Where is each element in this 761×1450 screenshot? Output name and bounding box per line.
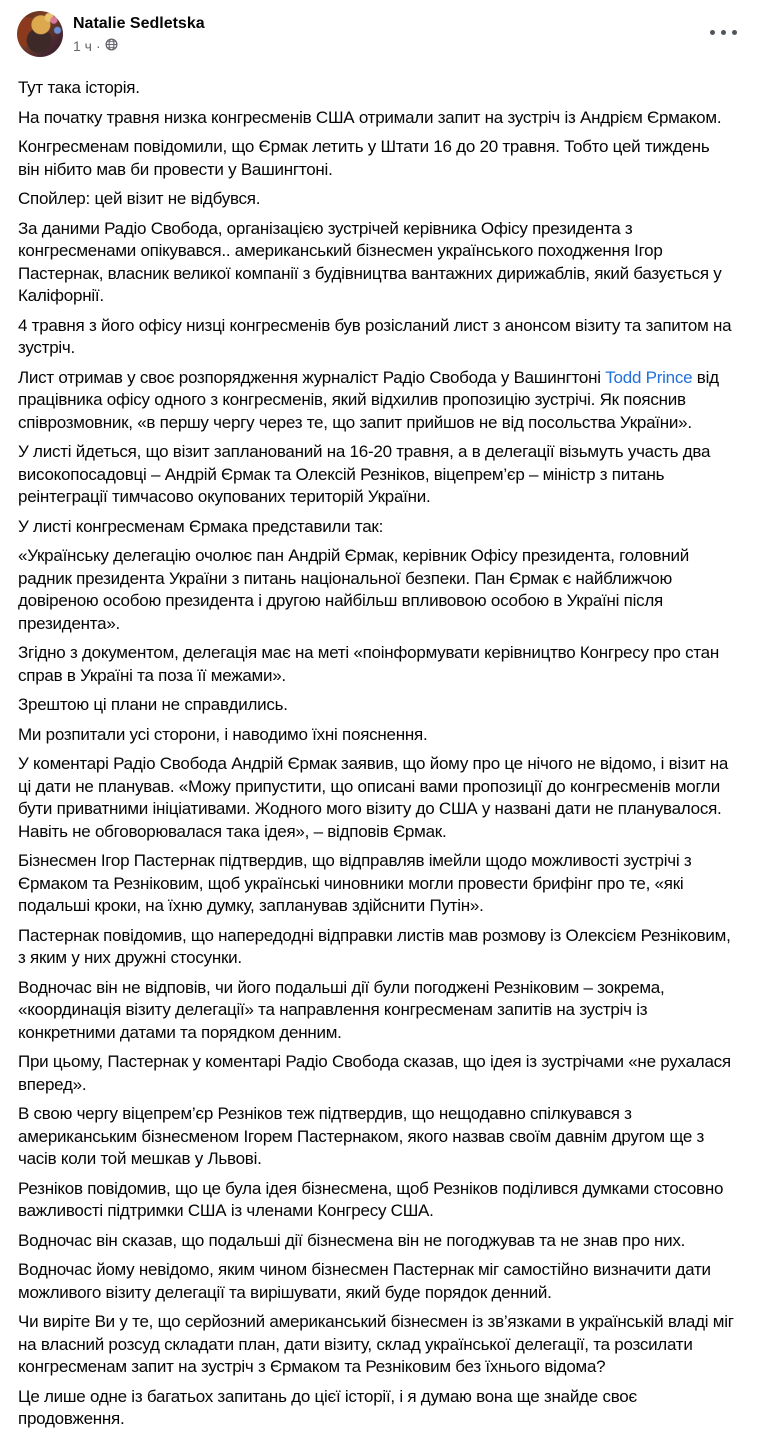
more-options-icon	[732, 30, 737, 35]
todd-prince-link[interactable]: Todd Prince	[605, 367, 693, 387]
timestamp-link[interactable]: 1 ч	[73, 37, 92, 54]
post-paragraph: «Українську делегацію очолює пан Андрій Єрмак, керівник Офісу президента, головний радник президента України з питань національної безпеки. Пан Єрмак є найближчою довіреною особою президента і другою найбільш впливовою особою в Україні після президента».	[18, 546, 690, 633]
post-paragraph: Зрештою ці плани не справдились.	[18, 695, 288, 714]
more-options-button[interactable]	[702, 22, 745, 43]
header-info	[73, 11, 205, 55]
post-paragraph: Тут така історія.	[18, 78, 140, 97]
post-paragraph: 4 травня з його офісу низці конгресменів був розісланий лист з анонсом візиту та запитом на зустріч.	[18, 315, 732, 357]
post-paragraph: Пастернак повідомив, що напередодні відправки листів мав розмову із Олексієм Резніковим, з яким у них дружні стосунки.	[18, 925, 731, 967]
post-paragraph	[18, 367, 735, 435]
post-paragraph: Це лише одне із багатьох запитань до цієї історії, і я думаю вона ще знайде своє продовження.	[18, 1386, 637, 1428]
post-paragraph: У листі йдеться, що візит запланований на 16-20 травня, а в делегації візьмуть участь два високопосадовці – Андрій Єрмак та Олексій Резніков, віцепрем’єр – міністр з питань реінтеграції тимчасово окупованих територій України.	[18, 442, 711, 506]
meta-separator: ·	[95, 37, 101, 54]
post-paragraph: За даними Радіо Свобода, організацією зустрічей керівника Офісу президента з конгресменами опікувався.. американський бізнесмен українського походження Ігор Пастернак, власник великої компанії з будівництва вантажних дирижаблів, який базується у Каліфорнії.	[18, 218, 722, 305]
more-options-icon	[721, 30, 726, 35]
post-paragraph: У листі конгресменам Єрмака представили так:	[18, 516, 384, 536]
post-paragraph: Бізнесмен Ігор Пастернак підтвердив, що відправляв імейли щодо можливості зустрічі з Єрмаком та Резніковим, щоб українські чиновники могли провести брифінг про те, «які подальші кроки, на їхню думку, запланував здійснити Путін».	[18, 851, 692, 915]
paragraph-text: від працівника офісу одного з конгресменів, який відхилив пропозицію зустрічі. Як пояснив співрозмовник, «в першу чергу через те, що запит прийшов не від посольства України».	[18, 367, 719, 432]
post-paragraph: Згідно з документом, делегація має на меті «поінформувати керівництво Конгресу про стан справ в Україні та поза її межами».	[18, 643, 720, 685]
author-name-link[interactable]: Natalie Sedletska	[73, 15, 205, 32]
post-paragraph: Ми розпитали усі сторони, і наводимо їхні пояснення.	[18, 724, 428, 744]
post-paragraph: Водночас він сказав, що подальші дії бізнесмена він не погоджував та не знав про них.	[18, 1230, 686, 1250]
post-paragraph: Водночас йому невідомо, яким чином бізнесмен Пастернак міг самостійно визначити дати можливого візиту делегації та вирішувати, який буде порядок денний.	[18, 1260, 711, 1302]
post-paragraph: В свою чергу віцепрем’єр Резніков теж підтвердив, що нещодавно спілкувався з американським бізнесменом Ігорем Пастернаком, якого назвав своїм давнім другом ще з часів коли той мешкав у Львові.	[18, 1104, 705, 1168]
post-paragraph: Чи виріте Ви у те, що серйозний американський бізнесмен із зв’язками в українській владі міг на власний розсуд складати план, дати візиту, склад української делегації, та розсилати конгресменам запит на зустріч з Єрмаком та Резніковим без їхнього відома?	[18, 1312, 734, 1376]
post-paragraph: Конгресменам повідомили, що Єрмак летить у Штати 16 до 20 травня. Тобто цей тиждень він нібито мав би провести у Вашингтоні.	[18, 137, 710, 179]
post-paragraph: Резніков повідомив, що це була ідея бізнесмена, щоб Резніков поділився думками стосовно важливості підтримки США із членами Конгресу США.	[18, 1178, 724, 1220]
post-paragraph: У коментарі Радіо Свобода Андрій Єрмак заявив, що йому про це нічого не відомо, і візит на ці дати не планував. «Можу припустити, що описані вами пропозиції до конгресменів могли бути приватними ініціативами. Жодного мого візиту до США у названі дати не планувалося. Навіть не обговорювалася така ідея», – відповів Єрмак.	[18, 754, 729, 841]
post-paragraph: Спойлер: цей візит не відбувся.	[18, 189, 261, 208]
paragraph-text: Лист отримав у своє розпорядження журналіст Радіо Свобода у Вашингтоні	[18, 367, 606, 387]
post-body	[0, 57, 761, 1450]
more-options-icon	[710, 30, 715, 35]
post-paragraph: На початку травня низка конгресменів США отримали запит на зустріч із Андрієм Єрмаком.	[18, 107, 722, 127]
post-header	[0, 0, 761, 57]
profile-photo[interactable]	[17, 11, 63, 57]
globe-icon	[105, 37, 118, 55]
post-meta	[73, 36, 205, 55]
post-paragraph: При цьому, Пастернак у коментарі Радіо Свобода сказав, що ідея із зустрічами «не рухалася вперед».	[18, 1052, 731, 1094]
post-paragraph: Водночас він не відповів, чи його подальші дії були погоджені Резніковим – зокрема, «координація візиту делегації» та направлення конгресменам запитів на зустріч із конкретними датами та порядком денним.	[18, 977, 665, 1042]
